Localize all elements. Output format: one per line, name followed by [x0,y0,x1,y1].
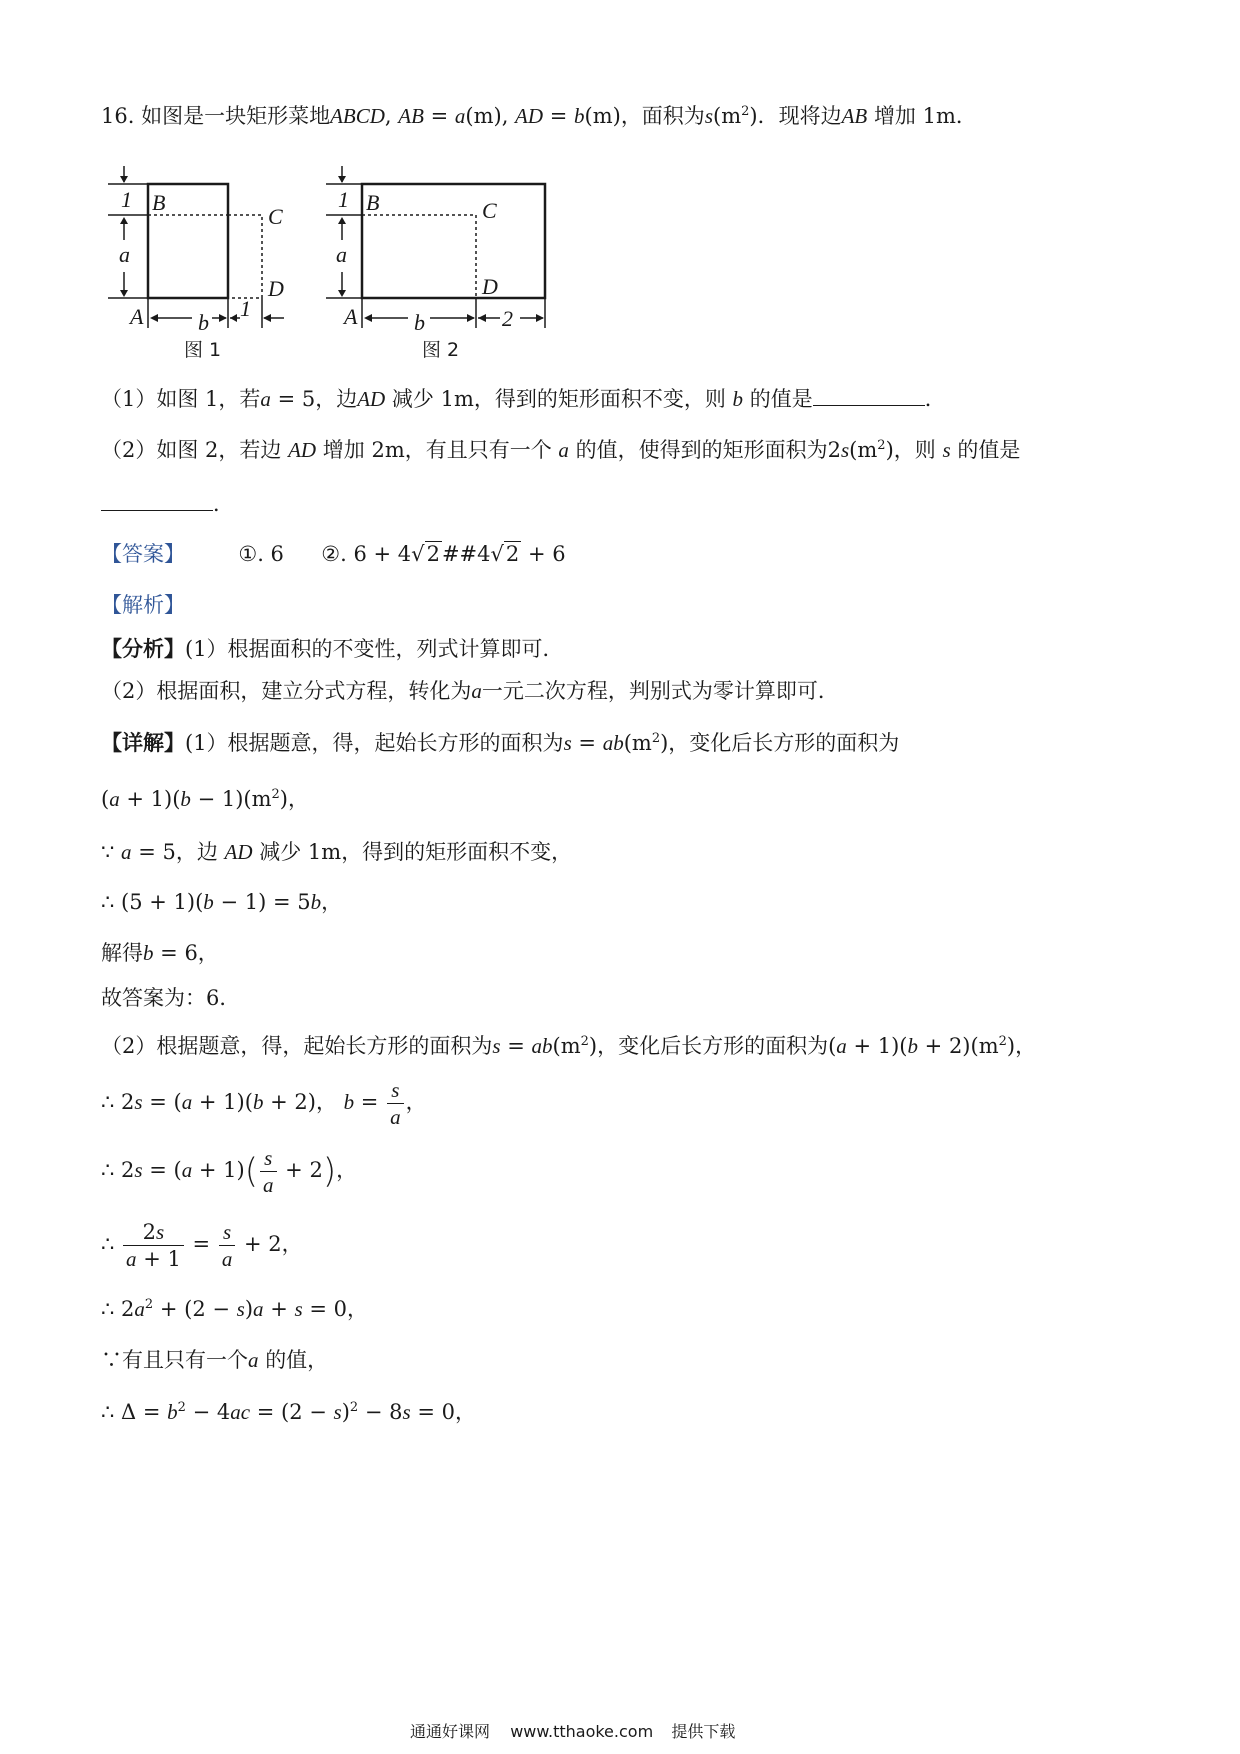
detail-line-11: ∴ $2a^2 + (2 - s)a + s = 0$， [101,1297,368,1321]
fig2-label-two: 2 [502,306,513,331]
detail-line-6: 故答案为：6． [101,986,241,1010]
answer-line: 【答案】 ①. 6 ②. 6 + 4√2##4√2 + 6 [101,542,566,566]
figure-2 [326,166,545,360]
detail-line-7: （2）根据题意，得，起始长方形的面积为$s = ab(m^2)$，变化后长方形的面积为$(a + 1)(b + 2)(m^2)$， [101,1034,1037,1058]
answer-label: 【答案】 [101,542,185,566]
fig1-label-A: A [130,304,144,329]
fig1-label-C: C [268,204,283,229]
footer-url[interactable]: www.tthaoke.com [510,1722,654,1741]
detail-line-1: 【详解】(1）根据题意，得，起始长方形的面积为$s = ab(m^2)$，变化后长方形的面积为 [101,730,900,755]
fig2-label-b: b [414,310,425,335]
fig1-label-b: b [198,310,209,335]
fig2-label-A: A [344,304,358,329]
fig2-label-C: C [482,198,497,223]
answer-1: ①. 6 [238,542,284,566]
detail-line-10: ∴ $\frac{2s}{a + 1}$ = $\frac{s}{a}$ + 2， [101,1220,303,1271]
question-2-blank-line: ． [101,488,234,518]
figure-1 [108,166,284,360]
fig1-label-one-top: 1 [121,187,132,212]
detail-line-2: $(a + 1)(b - 1)(m^2)$， [101,787,309,811]
detail-line-3: ∵ a = 5，边 AD 减少 1m，得到的矩形面积不变， [101,840,573,864]
detail-line-12: ∵有且只有一个a 的值， [101,1348,329,1372]
detail-line-4: ∴ (5 + 1)(b − 1) = 5b， [101,890,343,914]
answer-blank-1 [813,383,925,406]
page-footer [410,1719,735,1742]
figure-area [100,160,560,360]
analysis-label: 【解析】 [101,593,185,617]
fig1-caption: 图 1 [184,339,222,360]
fig2-label-B: B [366,190,380,215]
footer-site: 通通好课网 [410,1722,491,1741]
detail-line-5: 解得b = 6， [101,941,219,965]
problem-stem: 16. 如图是一块矩形菜地ABCD, AB = a(m), AD = b(m)，面积为$s(m^2)$．现将边AB 增加 1m． [101,104,977,128]
fig2-label-a: a [336,242,347,267]
fenxi-line-2: （2）根据面积，建立分式方程，转化为a一元二次方程，判别式为零计算即可． [101,679,839,703]
fig1-label-a: a [119,242,130,267]
fig2-caption: 图 2 [422,339,460,360]
fig1-label-B: B [152,190,166,215]
footer-suffix: 提供下载 [671,1722,736,1741]
detail-line-13: ∴ $\Delta = b^2 - 4ac = (2 - s)^2 - 8s = 0$， [101,1400,477,1424]
question-2: （2）如图 2，若边 AD 增加 2m，有且只有一个 a 的值，使得到的矩形面积为$2s(m^2)$，则 s 的值是 [101,438,1021,462]
fig1-label-D: D [268,276,284,301]
answer-2: 6 + 4√2##4√2 + 6 [353,542,566,566]
question-1: （1）如图 1，若a = 5，边AD 减少 1m，得到的矩形面积不变，则 b 的值是 ． [101,383,946,413]
fenxi-line-1: 【分析】(1）根据面积的不变性，列式计算即可． [101,636,564,661]
answer-blank-2 [101,488,213,511]
fig1-label-one-bottom: 1 [240,296,251,321]
fig2-label-D: D [482,274,498,299]
detail-line-9: ∴ 2s = (a + 1)( $\frac{s}{a}$ + 2)， [101,1146,358,1197]
fig2-label-one-top: 1 [338,187,349,212]
figures-svg [100,160,560,360]
problem-number: 16. [101,104,135,128]
detail-line-8: ∴ 2s = (a + 1)(b + 2)， b = $\frac{s}{a}$ ， [101,1078,427,1129]
